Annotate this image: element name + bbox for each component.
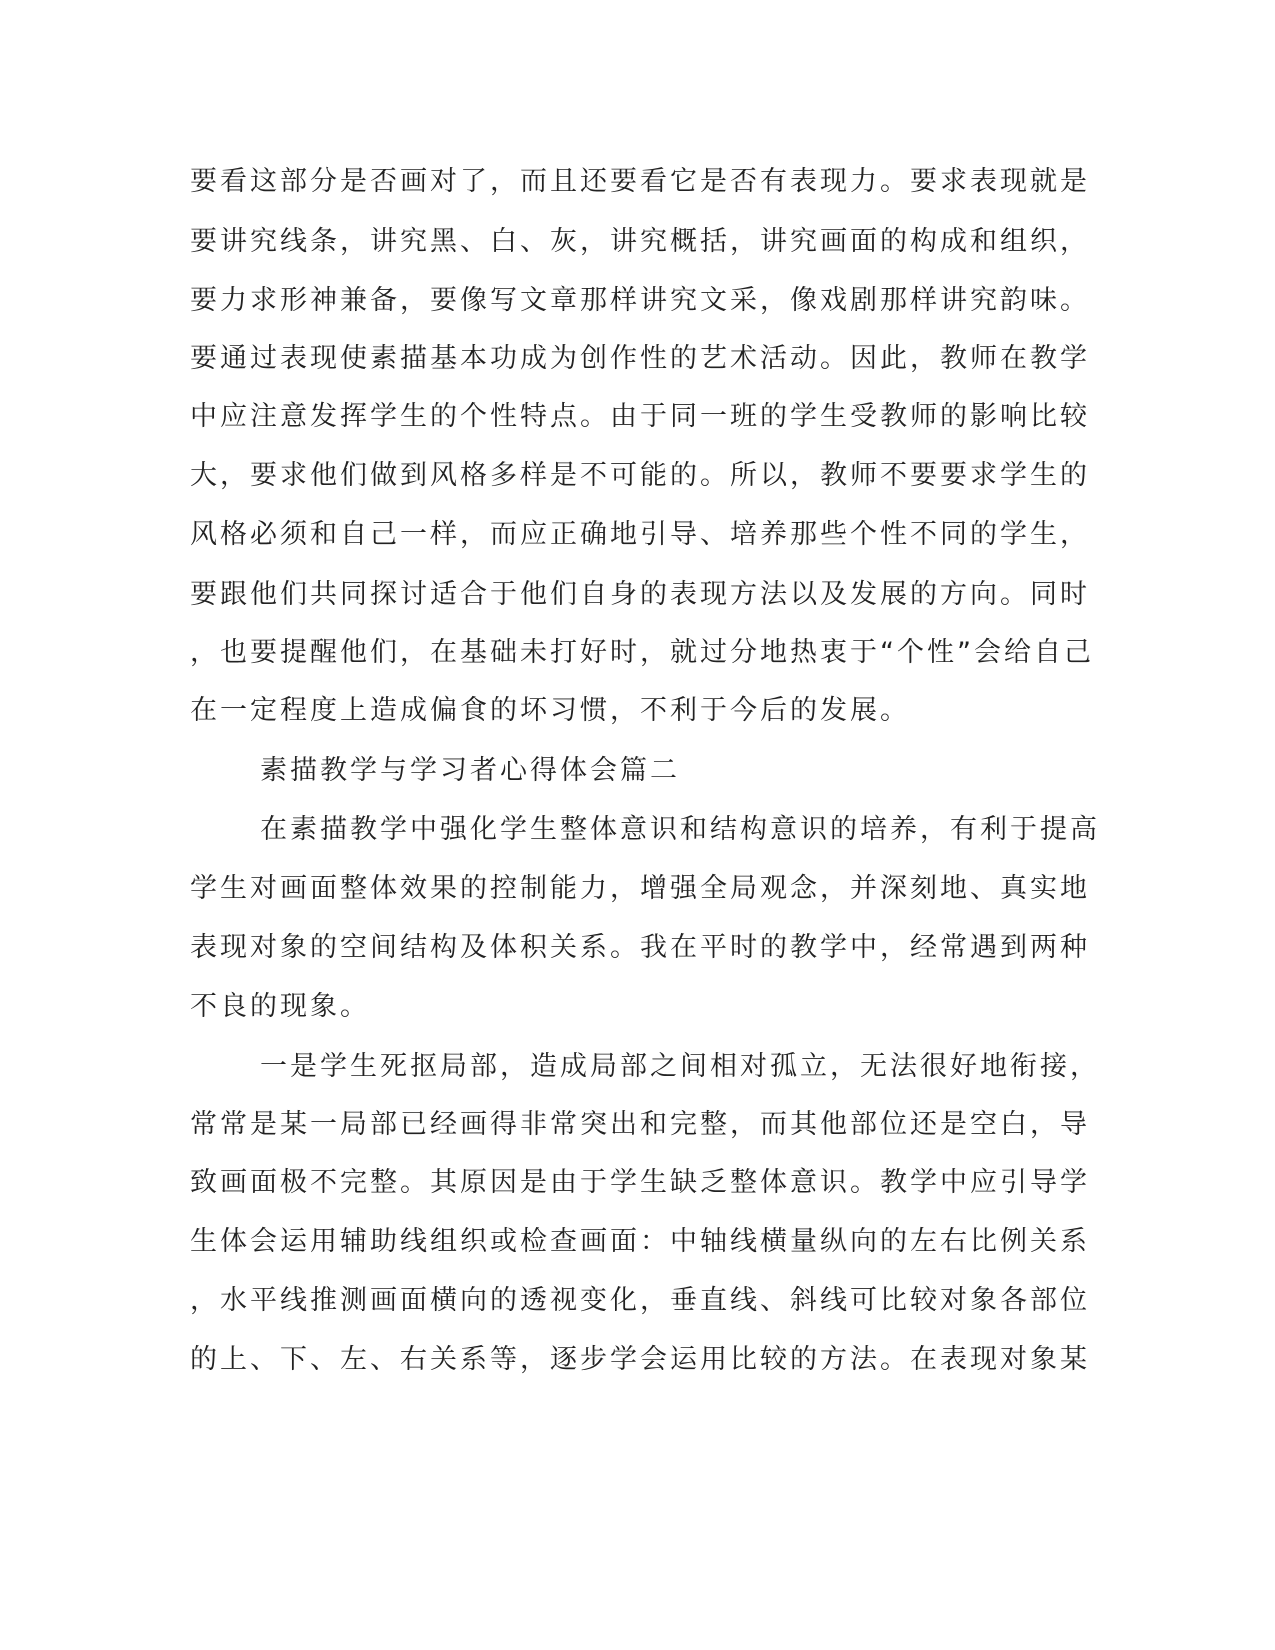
paragraph-3-line-4: 生体会运用辅助线组织或检查画面：中轴线横量纵向的左右比例关系 — [190, 1226, 1090, 1257]
paragraph-2-line-3: 表现对象的空间结构及体积关系。我在平时的教学中，经常遇到两种 — [190, 932, 1090, 963]
paragraph-3-line-1: 一是学生死抠局部，造成局部之间相对孤立，无法很好地衔接， — [260, 1051, 1100, 1082]
paragraph-1-line-1: 要看这部分是否画对了，而且还要看它是否有表现力。要求表现就是 — [190, 166, 1090, 197]
paragraph-3-line-5: ，水平线推测画面横向的透视变化，垂直线、斜线可比较对象各部位 — [190, 1285, 1090, 1316]
paragraph-1-line-7: 风格必须和自己一样，而应正确地引导、培养那些个性不同的学生， — [190, 519, 1090, 550]
paragraph-1-line-3: 要力求形神兼备，要像写文章那样讲究文采，像戏剧那样讲究韵味。 — [190, 285, 1090, 316]
paragraph-1-line-10: 在一定程度上造成偏食的坏习惯，不利于今后的发展。 — [190, 695, 910, 726]
paragraph-1-line-5: 中应注意发挥学生的个性特点。由于同一班的学生受教师的影响比较 — [190, 401, 1090, 432]
paragraph-1-line-2: 要讲究线条，讲究黑、白、灰，讲究概括，讲究画面的构成和组织， — [190, 226, 1090, 257]
paragraph-2-line-4: 不良的现象。 — [190, 991, 370, 1022]
paragraph-3-line-3: 致画面极不完整。其原因是由于学生缺乏整体意识。教学中应引导学 — [190, 1167, 1090, 1198]
paragraph-2-line-2: 学生对画面整体效果的控制能力，增强全局观念，并深刻地、真实地 — [190, 873, 1090, 904]
paragraph-2-line-1: 在素描教学中强化学生整体意识和结构意识的培养，有利于提高 — [260, 814, 1100, 845]
paragraph-3-line-2: 常常是某一局部已经画得非常突出和完整，而其他部位还是空白，导 — [190, 1109, 1090, 1140]
paragraph-1-line-8: 要跟他们共同探讨适合于他们自身的表现方法以及发展的方向。同时 — [190, 579, 1090, 610]
section-title: 素描教学与学习者心得体会篇二 — [260, 755, 680, 786]
paragraph-1-line-9: ，也要提醒他们，在基础未打好时，就过分地热衷于“个性”会给自己 — [190, 637, 1094, 668]
paragraph-3-line-6: 的上、下、左、右关系等，逐步学会运用比较的方法。在表现对象某 — [190, 1344, 1090, 1375]
paragraph-1-line-4: 要通过表现使素描基本功成为创作性的艺术活动。因此，教师在教学 — [190, 343, 1090, 374]
paragraph-1-line-6: 大，要求他们做到风格多样是不可能的。所以，教师不要要求学生的 — [190, 460, 1090, 491]
